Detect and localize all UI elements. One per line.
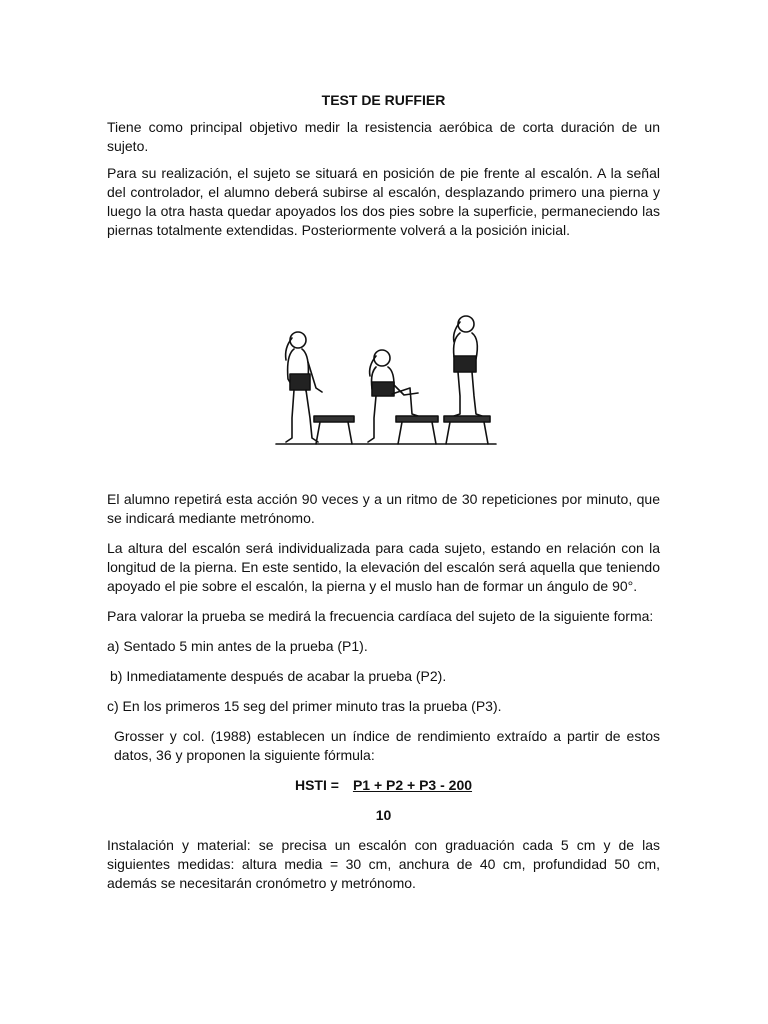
formula-hsti xyxy=(107,776,660,795)
paragraph-step-height: La altura del escalón será individualizada para cada sujeto, estando en relación con la longitud de la pierna. En este sentido, la elevación del escalón será aquella que teniendo apoyado el pie sobre el escalón, la pierna y el muslo han de formar un ángulo de 90°. xyxy=(107,540,660,594)
document-page xyxy=(107,92,660,240)
document-body-lower xyxy=(107,490,660,893)
formula-numerator: P1 + P2 + P3 - 200 xyxy=(352,777,473,793)
formula-label: HSTI = xyxy=(294,777,339,793)
paragraph-installation: Instalación y material: se precisa un escalón con graduación cada 5 cm y de las siguientes medidas: altura media = 30 cm, anchura de 40 cm, profundidad 50 cm, además se necesitarán cronómetro y metrónomo. xyxy=(107,837,660,891)
document-title: TEST DE RUFFIER xyxy=(321,92,446,108)
paragraph-procedure: Para su realización, el sujeto se situará en posición de pie frente al escalón. A la señal del controlador, el alumno deberá subirse al escalón, desplazando primero una pierna y luego la otra hasta quedar apoyados los dos pies sobre la superficie, permaneciendo las piernas totalmente extendidas. Posteriormente volverá a la posición inicial. xyxy=(107,165,660,238)
formula-denominator: 10 xyxy=(375,807,392,823)
paragraph-repetitions: El alumno repetirá esta acción 90 veces y a un ritmo de 30 repeticiones por minuto, que se indicará mediante metrónomo. xyxy=(107,491,660,526)
list-item-p3: c) En los primeros 15 seg del primer minuto tras la prueba (P3). xyxy=(107,698,502,714)
paragraph-evaluation: Para valorar la prueba se medirá la frecuencia cardíaca del sujeto de la siguiente forma: xyxy=(107,608,654,624)
list-item-p2: b) Inmediatamente después de acabar la prueba (P2). xyxy=(110,668,447,684)
figure-standing xyxy=(286,332,322,442)
step-test-illustration xyxy=(268,312,498,448)
figure-on-step xyxy=(454,316,482,416)
paragraph-objective: Tiene como principal objetivo medir la resistencia aeróbica de corta duración de un sujeto. xyxy=(107,119,660,154)
paragraph-grosser: Grosser y col. (1988) establecen un índice de rendimiento extraído a partir de estos datos, 36 y proponen la siguiente fórmula: xyxy=(114,728,660,763)
list-item-p1: a) Sentado 5 min antes de la prueba (P1). xyxy=(107,638,368,654)
figure-stepping xyxy=(368,350,418,442)
